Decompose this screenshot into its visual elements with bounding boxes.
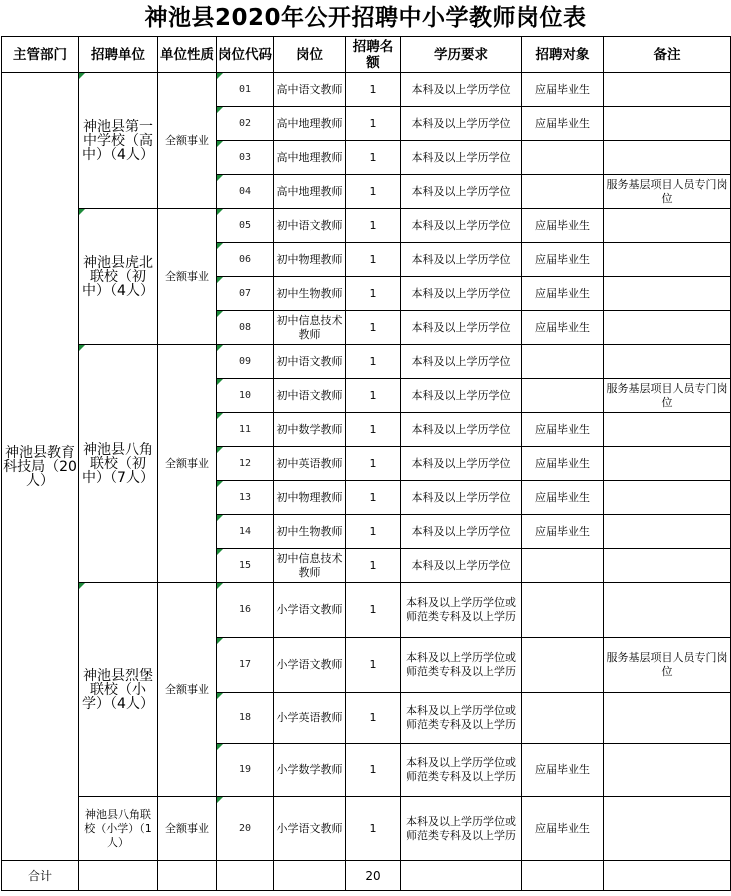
note-cell [604,243,731,277]
count-cell: 1 [346,413,401,447]
target-cell: 应届毕业生 [522,744,604,797]
note-cell [604,345,731,379]
header-target: 招聘对象 [522,37,604,73]
note-cell [604,209,731,243]
code-cell: 05 [217,209,274,243]
empty-cell [158,861,217,891]
position-cell: 初中信息技术教师 [274,311,346,345]
position-cell: 小学英语教师 [274,693,346,744]
header-unit-type: 单位性质 [158,37,217,73]
position-cell: 小学语文教师 [274,797,346,861]
count-cell: 1 [346,107,401,141]
positions-table [1,36,731,891]
header-education: 学历要求 [401,37,522,73]
header-count: 招聘名额 [346,37,401,73]
empty-cell [401,861,522,891]
table-row [2,345,731,379]
header-unit: 招聘单位 [79,37,158,73]
note-cell: 服务基层项目人员专门岗位 [604,379,731,413]
header-code: 岗位代码 [217,37,274,73]
count-cell: 1 [346,73,401,107]
position-cell: 小学数学教师 [274,744,346,797]
target-cell: 应届毕业生 [522,209,604,243]
unit-cell: 神池县八角联校（小学）（1人） [79,797,158,861]
position-cell: 初中物理教师 [274,481,346,515]
position-cell: 初中语文教师 [274,379,346,413]
total-row [2,861,731,891]
education-cell: 本科及以上学历学位或师范类专科及以上学历 [401,693,522,744]
count-cell: 1 [346,243,401,277]
code-cell: 13 [217,481,274,515]
education-cell: 本科及以上学历学位或师范类专科及以上学历 [401,638,522,693]
header-row [2,37,731,73]
education-cell: 本科及以上学历学位或师范类专科及以上学历 [401,583,522,638]
target-cell: 应届毕业生 [522,107,604,141]
unit-cell: 神池县虎北联校（初中）（4人） [79,209,158,345]
position-cell: 初中语文教师 [274,209,346,243]
note-cell [604,107,731,141]
table-row [2,209,731,243]
count-cell: 1 [346,797,401,861]
code-cell: 09 [217,345,274,379]
code-cell: 12 [217,447,274,481]
count-cell: 1 [346,345,401,379]
education-cell: 本科及以上学历学位 [401,379,522,413]
education-cell: 本科及以上学历学位 [401,311,522,345]
count-cell: 1 [346,744,401,797]
code-cell: 11 [217,413,274,447]
note-cell [604,693,731,744]
education-cell: 本科及以上学历学位或师范类专科及以上学历 [401,744,522,797]
education-cell: 本科及以上学历学位 [401,243,522,277]
target-cell [522,638,604,693]
count-cell: 1 [346,693,401,744]
position-cell: 高中地理教师 [274,175,346,209]
note-cell: 服务基层项目人员专门岗位 [604,638,731,693]
target-cell [522,345,604,379]
target-cell [522,141,604,175]
education-cell: 本科及以上学历学位 [401,549,522,583]
target-cell: 应届毕业生 [522,481,604,515]
code-cell: 01 [217,73,274,107]
unit-cell: 神池县第一中学校（高中）（4人） [79,73,158,209]
education-cell: 本科及以上学历学位 [401,481,522,515]
code-cell: 02 [217,107,274,141]
total-label: 合计 [2,861,79,891]
target-cell [522,549,604,583]
education-cell: 本科及以上学历学位 [401,141,522,175]
education-cell: 本科及以上学历学位 [401,413,522,447]
count-cell: 1 [346,638,401,693]
code-cell: 07 [217,277,274,311]
target-cell: 应届毕业生 [522,311,604,345]
empty-cell [217,861,274,891]
note-cell [604,311,731,345]
note-cell [604,583,731,638]
count-cell: 1 [346,515,401,549]
unit-cell: 神池县八角联校（初中）（7人） [79,345,158,583]
code-cell: 19 [217,744,274,797]
code-cell: 17 [217,638,274,693]
education-cell: 本科及以上学历学位 [401,175,522,209]
note-cell [604,515,731,549]
unit-type-cell: 全额事业 [158,583,217,797]
target-cell: 应届毕业生 [522,797,604,861]
empty-cell [274,861,346,891]
education-cell: 本科及以上学历学位 [401,515,522,549]
target-cell: 应届毕业生 [522,243,604,277]
count-cell: 1 [346,583,401,638]
dept-cell: 神池县教育科技局（20人） [2,73,79,861]
total-count: 20 [346,861,401,891]
position-cell: 初中物理教师 [274,243,346,277]
count-cell: 1 [346,379,401,413]
position-cell: 小学语文教师 [274,638,346,693]
header-position: 岗位 [274,37,346,73]
empty-cell [604,861,731,891]
position-cell: 初中数学教师 [274,413,346,447]
unit-type-cell: 全额事业 [158,209,217,345]
unit-type-cell: 全额事业 [158,73,217,209]
header-dept: 主管部门 [2,37,79,73]
education-cell: 本科及以上学历学位 [401,447,522,481]
position-cell: 初中生物教师 [274,515,346,549]
target-cell [522,379,604,413]
education-cell: 本科及以上学历学位 [401,73,522,107]
target-cell: 应届毕业生 [522,277,604,311]
code-cell: 06 [217,243,274,277]
code-cell: 15 [217,549,274,583]
page-title: 神池县2020年公开招聘中小学教师岗位表 [144,5,587,31]
code-cell: 20 [217,797,274,861]
count-cell: 1 [346,141,401,175]
table-row [2,797,731,861]
target-cell: 应届毕业生 [522,413,604,447]
header-note: 备注 [604,37,731,73]
note-cell: 服务基层项目人员专门岗位 [604,175,731,209]
position-cell: 小学语文教师 [274,583,346,638]
empty-cell [522,861,604,891]
count-cell: 1 [346,549,401,583]
table-row [2,73,731,107]
table-row [2,583,731,638]
code-cell: 10 [217,379,274,413]
code-cell: 18 [217,693,274,744]
note-cell [604,447,731,481]
note-cell [604,549,731,583]
position-cell: 高中地理教师 [274,141,346,175]
unit-type-cell: 全额事业 [158,345,217,583]
position-cell: 高中语文教师 [274,73,346,107]
education-cell: 本科及以上学历学位 [401,277,522,311]
target-cell [522,175,604,209]
note-cell [604,73,731,107]
note-cell [604,481,731,515]
note-cell [604,141,731,175]
position-cell: 初中信息技术教师 [274,549,346,583]
position-cell: 高中地理教师 [274,107,346,141]
target-cell [522,693,604,744]
target-cell: 应届毕业生 [522,515,604,549]
code-cell: 04 [217,175,274,209]
target-cell [522,583,604,638]
count-cell: 1 [346,447,401,481]
count-cell: 1 [346,209,401,243]
position-cell: 初中生物教师 [274,277,346,311]
code-cell: 14 [217,515,274,549]
count-cell: 1 [346,311,401,345]
note-cell [604,277,731,311]
unit-cell: 神池县烈堡联校（小学）（4人） [79,583,158,797]
target-cell: 应届毕业生 [522,73,604,107]
note-cell [604,413,731,447]
education-cell: 本科及以上学历学位 [401,209,522,243]
code-cell: 08 [217,311,274,345]
note-cell [604,797,731,861]
code-cell: 03 [217,141,274,175]
education-cell: 本科及以上学历学位 [401,107,522,141]
education-cell: 本科及以上学历学位或师范类专科及以上学历 [401,797,522,861]
target-cell: 应届毕业生 [522,447,604,481]
education-cell: 本科及以上学历学位 [401,345,522,379]
note-cell [604,744,731,797]
code-cell: 16 [217,583,274,638]
unit-type-cell: 全额事业 [158,797,217,861]
count-cell: 1 [346,481,401,515]
count-cell: 1 [346,175,401,209]
position-cell: 初中语文教师 [274,345,346,379]
empty-cell [79,861,158,891]
count-cell: 1 [346,277,401,311]
position-cell: 初中英语教师 [274,447,346,481]
